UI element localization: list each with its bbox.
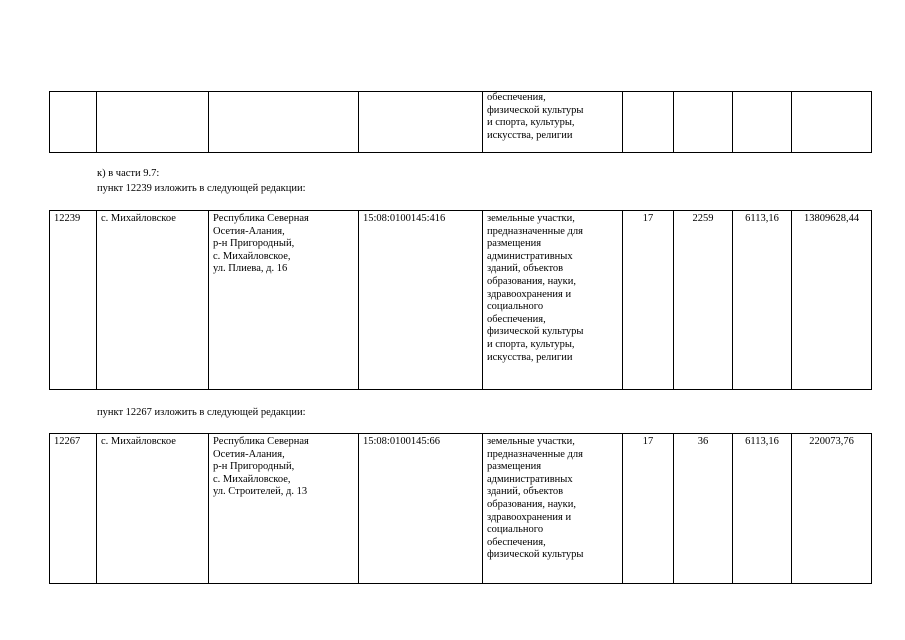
purpose-line: физической культуры [487, 549, 584, 561]
table-row [50, 211, 872, 390]
cell-cadastral [359, 92, 483, 153]
cell-address [209, 92, 359, 153]
purpose-line: земельные участки, [487, 213, 575, 224]
instruction-12239: пункт 12239 изложить в следующей редакции: [97, 183, 306, 194]
section-heading-k: к) в части 9.7: [97, 168, 160, 179]
address-line: Республика Северная [213, 213, 309, 224]
cell-settlement: с. Михайловское [97, 211, 209, 390]
purpose-line: образования, науки, [487, 275, 576, 287]
purpose-line: обеспечения, [487, 536, 546, 548]
address-line: с. Михайловское, [213, 250, 291, 262]
purpose-line: физической культуры [487, 326, 584, 338]
purpose-line: и спорта, культуры, [487, 117, 575, 129]
instruction-12267: пункт 12267 изложить в следующей редакции: [97, 407, 306, 418]
address-line: р-н Пригородный, [213, 461, 295, 473]
cell-num: 12267 [50, 434, 97, 584]
purpose-line: и спорта, культуры, [487, 338, 575, 350]
purpose-line: административных [487, 250, 573, 262]
cell-settlement [97, 92, 209, 153]
table-row [50, 92, 872, 153]
cell-num [50, 92, 97, 153]
purpose-line: земельные участки, [487, 436, 575, 447]
cell-area [674, 92, 733, 153]
address-line: с. Михайловское, [213, 473, 291, 485]
cell-rate: 6113,16 [733, 434, 792, 584]
cell-address [209, 434, 359, 584]
purpose-line: предназначенные для [487, 448, 583, 460]
purpose-line: здравоохранения и [487, 288, 572, 300]
cell-rate [733, 92, 792, 153]
address-line: р-н Пригородный, [213, 238, 295, 250]
purpose-line: обеспечения, [487, 313, 546, 325]
cell-area: 36 [674, 434, 733, 584]
address-line: ул. Плиева, д. 16 [213, 263, 288, 275]
cell-code: 17 [623, 434, 674, 584]
cell-value: 13809628,44 [792, 211, 872, 390]
purpose-line: искусства, религии [487, 129, 573, 141]
cell-purpose [483, 92, 623, 153]
cell-cadastral: 15:08:0100145:66 [359, 434, 483, 584]
purpose-line: искусства, религии [487, 351, 573, 363]
purpose-line: зданий, объектов [487, 263, 564, 275]
purpose-line: социального [487, 524, 544, 536]
cell-rate: 6113,16 [733, 211, 792, 390]
cell-num: 12239 [50, 211, 97, 390]
address-line: ул. Строителей, д. 13 [213, 486, 308, 498]
purpose-line: предназначенные для [487, 225, 583, 237]
purpose-line: здравоохранения и [487, 511, 572, 523]
purpose-line: размещения [487, 238, 542, 250]
purpose-line: административных [487, 473, 573, 485]
purpose-line: размещения [487, 461, 542, 473]
cell-settlement: с. Михайловское [97, 434, 209, 584]
cell-code: 17 [623, 211, 674, 390]
table-row [50, 434, 872, 584]
cell-area: 2259 [674, 211, 733, 390]
table-12239 [49, 210, 872, 390]
purpose-line: обеспечения, [487, 92, 546, 103]
address-line: Осетия-Алания, [213, 448, 285, 460]
cell-code [623, 92, 674, 153]
purpose-line: физической культуры [487, 104, 584, 116]
purpose-line: образования, науки, [487, 498, 576, 510]
table-12267 [49, 433, 872, 584]
table-fragment-top [49, 91, 872, 153]
purpose-line: социального [487, 301, 544, 313]
cell-address [209, 211, 359, 390]
cell-purpose [483, 211, 623, 390]
cell-cadastral: 15:08:0100145:416 [359, 211, 483, 390]
purpose-line: зданий, объектов [487, 486, 564, 498]
address-line: Осетия-Алания, [213, 225, 285, 237]
cell-purpose [483, 434, 623, 584]
address-line: Республика Северная [213, 436, 309, 447]
cell-value: 220073,76 [792, 434, 872, 584]
cell-value [792, 92, 872, 153]
